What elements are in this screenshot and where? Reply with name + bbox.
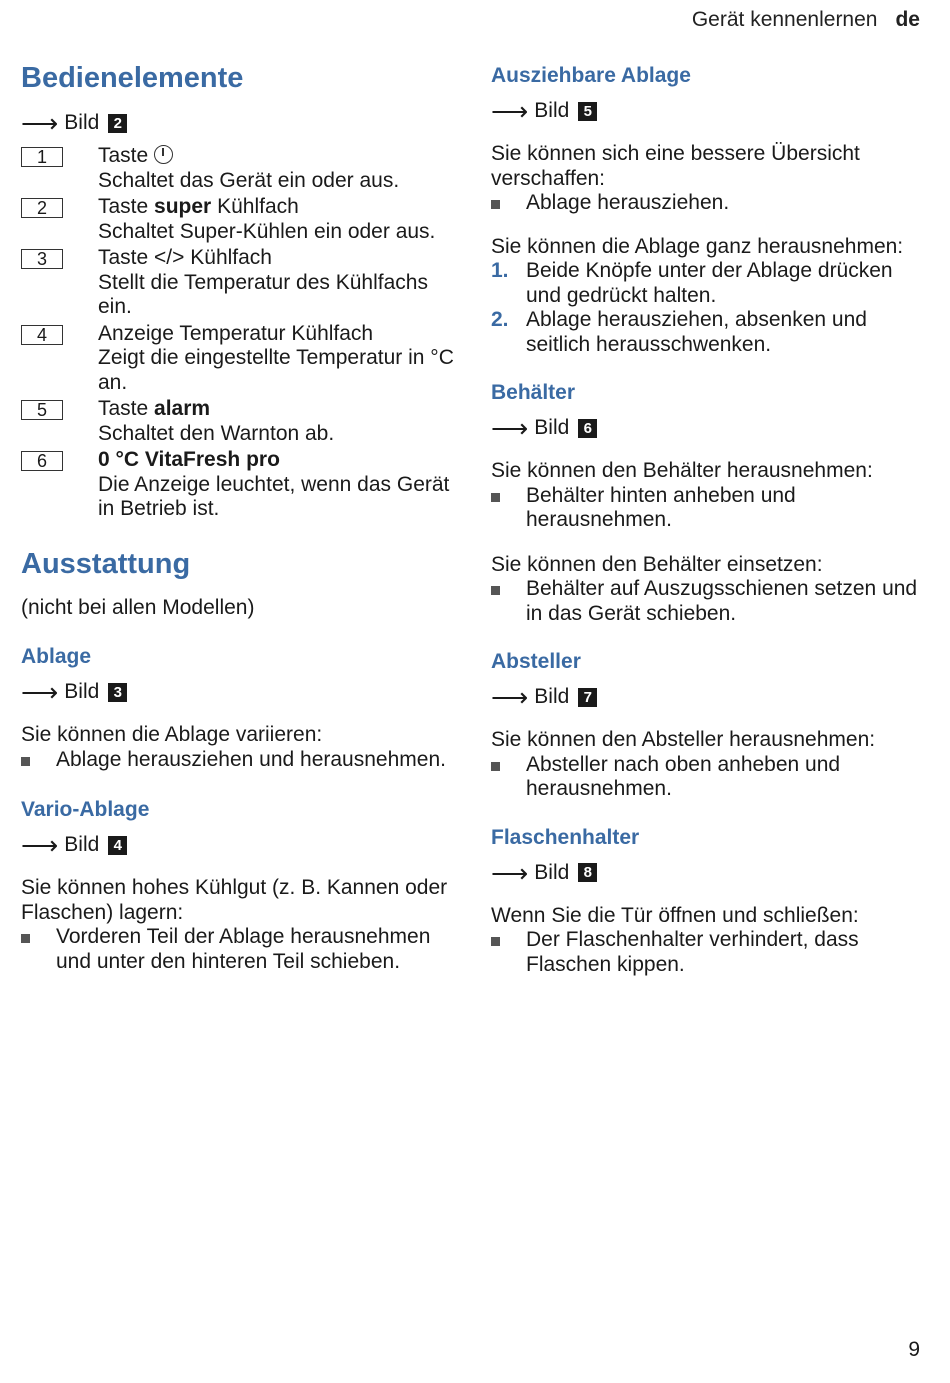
- figure-number-badge: 5: [578, 102, 597, 121]
- figure-number-badge: 8: [578, 863, 597, 882]
- list-item: Behälter auf Auszugsschienen setzen und in das Gerät schieben.: [491, 577, 931, 626]
- figure-number-badge: 3: [108, 683, 127, 702]
- bullet-list: [21, 925, 461, 974]
- heading-flaschenhalter: Flaschenhalter: [491, 825, 640, 849]
- intro-text: Wenn Sie die Tür öffnen und schließen:: [491, 903, 859, 927]
- bullet-list: [21, 748, 461, 773]
- heading-absteller: Absteller: [491, 650, 581, 673]
- control-number: 2: [21, 198, 63, 218]
- control-item: 2 Taste super Kühlfach Schaltet Super-Kühlen ein oder aus.: [21, 195, 461, 244]
- figure-reference: ⟶ Bild 3: [21, 679, 461, 705]
- control-item: 4 Anzeige Temperatur Kühlfach Zeigt die eingestellte Temperatur in °C an.: [21, 322, 461, 396]
- bullet-list: [491, 753, 931, 802]
- heading-ausziehbare-ablage: Ausziehbare Ablage: [491, 64, 691, 87]
- controls-list: [21, 144, 461, 522]
- figure-number-badge: 6: [578, 419, 597, 438]
- bullet-icon: [491, 493, 500, 502]
- power-icon: [154, 145, 173, 164]
- list-item: Vorderen Teil der Ablage herausnehmen und unter den hinteren Teil schieben.: [21, 925, 461, 974]
- heading-bedienelemente: Bedienelemente: [21, 62, 244, 94]
- bullet-icon: [491, 586, 500, 595]
- intro-text: Sie können den Behälter herausnehmen:: [491, 459, 873, 482]
- arrow-right-icon: ⟶: [491, 413, 529, 443]
- list-item: Behälter hinten anheben und herausnehmen.: [491, 484, 931, 533]
- figure-reference: ⟶ Bild 4: [21, 832, 461, 858]
- intro-text: Sie können den Absteller herausnehmen:: [491, 728, 876, 751]
- figure-reference: ⟶ Bild 2: [21, 110, 461, 136]
- list-item: 2. Ablage herausziehen, absenken und seitlich herausschwenken.: [491, 308, 867, 356]
- bullet-icon: [491, 200, 500, 209]
- figure-number-badge: 7: [578, 688, 597, 707]
- intro-text: Sie können die Ablage ganz herausnehmen:: [491, 234, 904, 258]
- intro-text: Sie können die Ablage variieren:: [21, 723, 323, 746]
- intro-text: Sie können den Behälter einsetzen:: [491, 552, 823, 576]
- numbered-list: [491, 259, 931, 357]
- heading-ausstattung: Ausstattung: [21, 547, 191, 580]
- bullet-list: [491, 577, 931, 626]
- figure-reference: ⟶ Bild 8: [491, 860, 931, 886]
- control-number: 5: [21, 400, 63, 420]
- intro-text: Sie können sich eine bessere Übersicht verschaffen:: [491, 142, 860, 190]
- up-down-symbol: </>: [154, 246, 185, 269]
- page-header: [692, 8, 920, 32]
- arrow-right-icon: ⟶: [21, 830, 59, 860]
- arrow-right-icon: ⟶: [491, 857, 529, 888]
- control-item: 3 Taste </> Kühlfach Stellt die Temperatur des Kühlfachs ein.: [21, 246, 461, 320]
- control-number: 3: [21, 249, 63, 269]
- bullet-icon: [21, 757, 30, 766]
- list-item: Ablage herausziehen und herausnehmen.: [21, 748, 461, 773]
- arrow-right-icon: ⟶: [21, 108, 59, 138]
- left-column: [21, 58, 461, 974]
- figure-reference: ⟶ Bild 6: [491, 415, 931, 441]
- list-item: 1. Beide Knöpfe unter der Ablage drücken und gedrückt halten.: [491, 259, 893, 307]
- bullet-icon: [491, 762, 500, 771]
- control-number: 4: [21, 325, 63, 345]
- control-item: 6 0 °C VitaFresh pro Die Anzeige leuchtet, wenn das Gerät in Betrieb ist.: [21, 448, 461, 522]
- control-item: 1 Taste Schaltet das Gerät ein oder aus.: [21, 144, 461, 193]
- bullet-list: [491, 484, 931, 533]
- note-text: (nicht bei allen Modellen): [21, 595, 255, 619]
- heading-ablage: Ablage: [21, 645, 92, 668]
- heading-vario-ablage: Vario-Ablage: [21, 798, 150, 821]
- right-column: [491, 62, 931, 977]
- intro-text: Sie können hohes Kühlgut (z. B. Kannen oder Flaschen) lagern:: [21, 876, 448, 924]
- bullet-list: [491, 191, 931, 216]
- figure-reference: ⟶ Bild 5: [491, 98, 931, 124]
- control-item: 5 Taste alarm Schaltet den Warnton ab.: [21, 397, 461, 446]
- control-number: 1: [21, 147, 63, 167]
- bullet-list: [491, 928, 931, 977]
- bullet-icon: [491, 937, 500, 946]
- list-item: Ablage herausziehen.: [491, 191, 931, 216]
- bullet-icon: [21, 934, 30, 943]
- arrow-right-icon: ⟶: [491, 682, 529, 712]
- page-number: 9: [908, 1338, 920, 1361]
- arrow-right-icon: ⟶: [21, 677, 59, 707]
- list-item: Der Flaschenhalter verhindert, dass Flaschen kippen.: [491, 928, 931, 977]
- language-code: de: [895, 8, 920, 31]
- header-title: Gerät kennenlernen: [691, 8, 878, 31]
- figure-number-badge: 2: [108, 114, 127, 133]
- control-number: 6: [21, 451, 63, 471]
- figure-number-badge: 4: [108, 836, 127, 855]
- heading-behaelter: Behälter: [491, 381, 576, 404]
- figure-reference: ⟶ Bild 7: [491, 684, 931, 710]
- arrow-right-icon: ⟶: [491, 96, 529, 126]
- list-item: Absteller nach oben anheben und herausnehmen.: [491, 753, 931, 802]
